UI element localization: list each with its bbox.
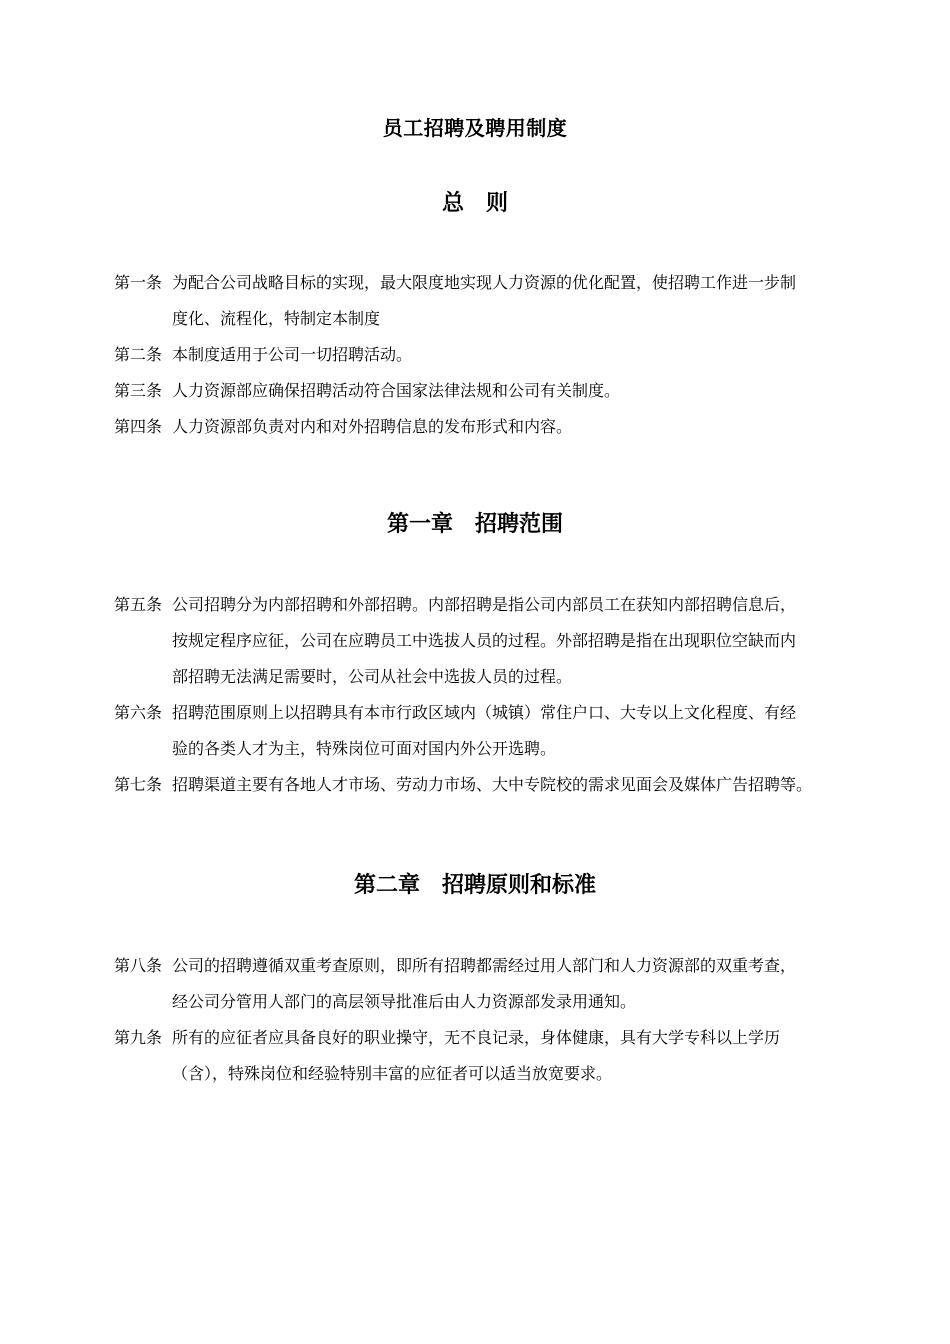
article-5 (114, 587, 839, 695)
article-number: 第四条 (114, 417, 163, 436)
article-number: 第六条 (114, 703, 163, 722)
article-1 (114, 265, 839, 337)
general-provisions-heading: 总 则 (441, 191, 508, 216)
article-number: 第九条 (114, 1028, 163, 1047)
article-4 (114, 409, 839, 445)
article-line: 经公司分管用人部门的高层领导批准后由人力资源部发录用通知。 (172, 992, 637, 1011)
article-line: 公司招聘分为内部招聘和外部招聘。内部招聘是指公司内部员工在获知内部招聘信息后， (172, 595, 797, 614)
article-text (172, 948, 839, 1020)
article-8 (114, 948, 839, 1020)
article-text (172, 337, 839, 373)
article-line: 度化、流程化，特制定本制度 (172, 309, 381, 328)
article-number: 第八条 (114, 956, 163, 975)
article-9 (114, 1020, 839, 1092)
article-text (172, 587, 839, 695)
article-text (172, 373, 839, 409)
article-text (172, 767, 839, 803)
article-text (172, 265, 839, 337)
chapter-1-articles (114, 587, 839, 803)
article-2 (114, 337, 839, 373)
article-7 (114, 767, 839, 803)
article-text (172, 695, 839, 767)
article-line: 人力资源部应确保招聘活动符合国家法律法规和公司有关制度。 (172, 381, 621, 400)
article-6 (114, 695, 839, 767)
chapter-2-heading: 第二章 招聘原则和标准 (353, 873, 596, 898)
article-number: 第七条 (114, 775, 163, 794)
article-text (172, 1020, 839, 1092)
article-number: 第五条 (114, 595, 163, 614)
article-number: 第一条 (114, 273, 163, 292)
article-line: 人力资源部负责对内和对外招聘信息的发布形式和内容。 (172, 417, 573, 436)
chapter-1-heading: 第一章 招聘范围 (386, 512, 563, 537)
article-line: 部招聘无法满足需要时，公司从社会中选拔人员的过程。 (172, 667, 573, 686)
article-line: 招聘渠道主要有各地人才市场、劳动力市场、大中专院校的需求见面会及媒体广告招聘等。 (172, 775, 813, 794)
article-line: 本制度适用于公司一切招聘活动。 (172, 345, 413, 364)
article-line: （含），特殊岗位和经验特别丰富的应征者可以适当放宽要求。 (172, 1064, 613, 1083)
article-number: 第二条 (114, 345, 163, 364)
document-title: 员工招聘及聘用制度 (382, 116, 568, 140)
article-number: 第三条 (114, 381, 163, 400)
article-line: 招聘范围原则上以招聘具有本市行政区域内（城镇）常住户口、大专以上文化程度、有经 (172, 703, 797, 722)
article-line: 按规定程序应征，公司在应聘员工中选拔人员的过程。外部招聘是指在出现职位空缺而内 (172, 631, 797, 650)
chapter-2-articles (114, 948, 839, 1092)
article-text (172, 409, 839, 445)
general-provisions-articles (114, 265, 839, 445)
article-3 (114, 373, 839, 409)
article-line: 公司的招聘遵循双重考查原则，即所有招聘都需经过用人部门和人力资源部的双重考查， (172, 956, 797, 975)
article-line: 为配合公司战略目标的实现，最大限度地实现人力资源的优化配置，使招聘工作进一步制 (172, 273, 797, 292)
article-line: 所有的应征者应具备良好的职业操守，无不良记录，身体健康，具有大学专科以上学历 (172, 1028, 781, 1047)
article-line: 验的各类人才为主，特殊岗位可面对国内外公开选聘。 (172, 739, 557, 758)
